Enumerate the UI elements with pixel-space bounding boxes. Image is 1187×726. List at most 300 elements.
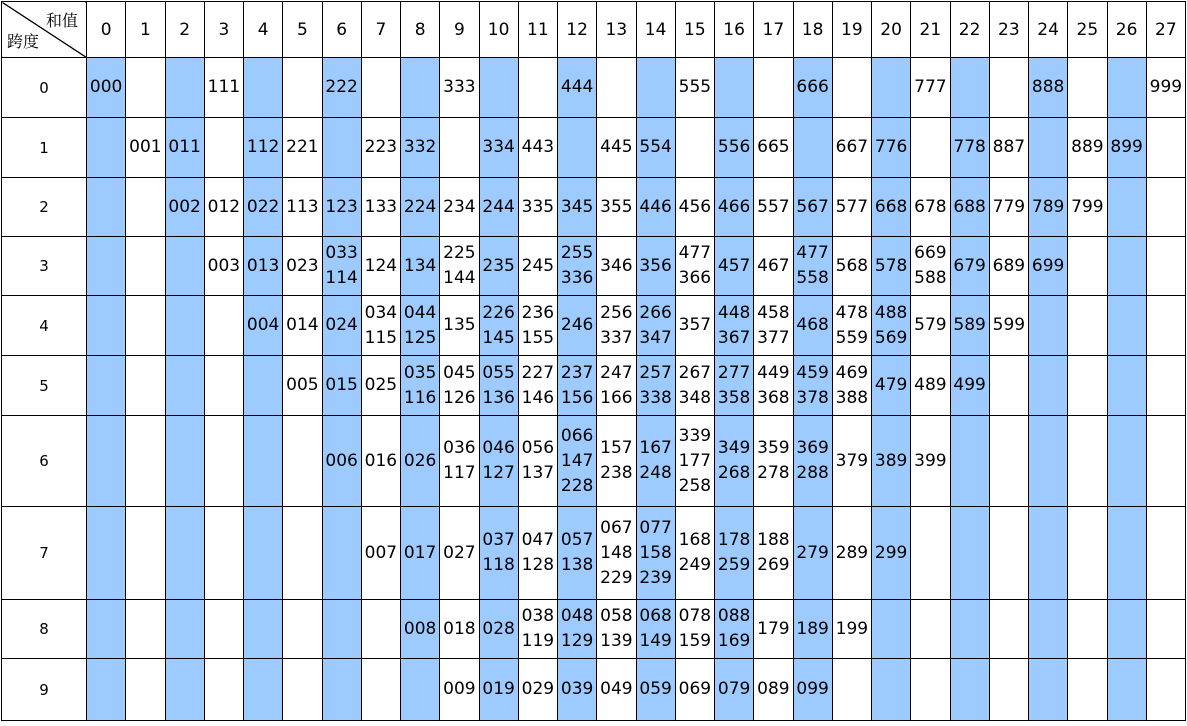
table-cell [1029, 178, 1068, 237]
table-cell [1107, 178, 1146, 237]
table-cell [361, 507, 400, 600]
combination-value: 679 [953, 255, 986, 276]
table-cell [597, 118, 636, 178]
combination-value: 346 [600, 255, 633, 276]
table-cell [754, 237, 793, 296]
combination-value: 138 [560, 555, 594, 575]
combination-value: 166 [600, 387, 633, 408]
combination-value: 123 [325, 196, 358, 217]
combination-value: 199 [835, 618, 869, 639]
table-cell [675, 356, 714, 416]
table-cell [1146, 178, 1185, 237]
combination-value: 023 [286, 255, 319, 276]
combination-value: 255 [560, 243, 594, 263]
table-cell [204, 296, 243, 356]
table-cell [1029, 416, 1068, 507]
table-cell [479, 296, 518, 356]
table-cell [479, 659, 518, 721]
table-cell [1029, 507, 1068, 600]
combination-value: 126 [443, 387, 476, 408]
combination-value: 379 [835, 450, 869, 471]
table-cell [793, 659, 832, 721]
table-cell [518, 507, 557, 600]
table-cell [1107, 600, 1146, 659]
combination-value: 057 [560, 530, 594, 550]
combination-value: 222 [325, 77, 358, 97]
table-cell [87, 118, 126, 178]
combination-value: 013 [246, 255, 280, 276]
table-cell [872, 356, 911, 416]
table-cell [518, 356, 557, 416]
table-cell [401, 296, 440, 356]
combination-value: 029 [521, 679, 555, 699]
combination-value: 358 [717, 387, 751, 408]
table-cell [793, 296, 832, 356]
table-cell [793, 178, 832, 237]
table-cell [1107, 356, 1146, 416]
combination-value: 357 [678, 315, 712, 335]
combination-value: 034 [364, 302, 398, 323]
combination-value: 888 [1031, 77, 1065, 97]
table-cell [675, 178, 714, 237]
row-header: 8 [2, 600, 87, 659]
table-row [2, 507, 1186, 600]
combination-value: 554 [639, 137, 672, 157]
table-cell [793, 600, 832, 659]
combination-value: 226 [482, 302, 515, 323]
table-cell [165, 356, 204, 416]
combination-value: 239 [639, 567, 672, 588]
combination-value: 335 [521, 196, 555, 217]
table-cell [872, 118, 911, 178]
combination-value: 067 [600, 517, 633, 538]
table-cell [440, 416, 479, 507]
table-cell [401, 356, 440, 416]
table-cell [440, 600, 479, 659]
combination-value: 588 [914, 268, 947, 288]
table-cell [322, 356, 361, 416]
combination-value: 145 [482, 327, 515, 348]
combination-value: 567 [796, 196, 829, 217]
table-cell [518, 118, 557, 178]
combination-value: 789 [1031, 196, 1065, 217]
combination-value: 244 [482, 196, 515, 217]
table-cell [204, 600, 243, 659]
table-cell [1146, 507, 1185, 600]
combination-value: 129 [560, 631, 594, 651]
combination-value: 024 [325, 315, 358, 335]
table-row [2, 118, 1186, 178]
table-cell [989, 507, 1028, 600]
table-row [2, 356, 1186, 416]
table-cell [401, 416, 440, 507]
table-cell [126, 118, 165, 178]
column-header: 26 [1107, 2, 1146, 58]
table-cell [636, 296, 675, 356]
combination-value: 469 [835, 362, 869, 383]
table-cell [126, 178, 165, 237]
combination-value: 099 [796, 679, 829, 699]
table-cell [715, 237, 754, 296]
combination-value: 368 [757, 387, 790, 408]
table-row [2, 600, 1186, 659]
column-header: 20 [872, 2, 911, 58]
table-cell [597, 296, 636, 356]
table-cell [597, 178, 636, 237]
table-row [2, 296, 1186, 356]
table-cell [204, 237, 243, 296]
combination-value: 033 [325, 243, 358, 263]
table-cell [1146, 416, 1185, 507]
combination-value: 468 [796, 315, 829, 335]
combination-value: 267 [678, 362, 712, 383]
table-cell [283, 237, 322, 296]
combination-value: 018 [443, 618, 476, 639]
combination-value: 234 [443, 196, 476, 217]
combination-value: 466 [717, 196, 751, 217]
combination-value: 589 [953, 315, 986, 335]
table-cell [793, 356, 832, 416]
combination-value: 223 [364, 137, 398, 157]
table-cell [440, 58, 479, 118]
table-cell [989, 296, 1028, 356]
table-cell [675, 237, 714, 296]
table-cell [1107, 659, 1146, 721]
table-cell [597, 507, 636, 600]
table-cell [440, 659, 479, 721]
table-cell [558, 237, 597, 296]
column-header: 22 [950, 2, 989, 58]
table-cell [87, 296, 126, 356]
combination-value: 479 [874, 375, 908, 395]
table-cell [1068, 58, 1107, 118]
table-cell [832, 178, 871, 237]
combination-value: 015 [325, 375, 358, 395]
combination-value: 356 [639, 255, 672, 276]
combination-value: 569 [874, 327, 908, 348]
combination-value: 279 [796, 542, 829, 563]
table-cell [793, 237, 832, 296]
table-cell [872, 600, 911, 659]
table-cell [283, 356, 322, 416]
combination-value: 005 [286, 375, 319, 395]
table-cell [440, 237, 479, 296]
table-cell [244, 58, 283, 118]
table-cell [911, 58, 950, 118]
combination-value: 044 [403, 302, 437, 323]
combination-value: 345 [560, 196, 594, 217]
combination-value: 149 [639, 631, 672, 651]
combination-value: 348 [678, 387, 712, 408]
combination-value: 007 [364, 542, 398, 563]
table-cell [479, 237, 518, 296]
combination-value: 221 [286, 137, 319, 157]
table-cell [597, 416, 636, 507]
table-cell [558, 416, 597, 507]
table-cell [597, 659, 636, 721]
table-cell [636, 600, 675, 659]
combination-value: 299 [874, 542, 908, 563]
combination-value: 458 [757, 302, 790, 323]
column-header: 19 [832, 2, 871, 58]
table-cell [950, 58, 989, 118]
combination-value: 558 [796, 268, 829, 288]
combination-value: 499 [953, 375, 986, 395]
table-cell [204, 507, 243, 600]
table-cell [165, 58, 204, 118]
table-cell [1029, 58, 1068, 118]
table-cell [754, 659, 793, 721]
combination-value: 117 [443, 463, 476, 483]
table-cell [911, 118, 950, 178]
table-cell [715, 507, 754, 600]
combination-value: 332 [403, 137, 437, 157]
combination-value: 366 [678, 268, 712, 288]
table-cell [283, 600, 322, 659]
combination-value: 236 [521, 302, 555, 323]
table-cell [1107, 118, 1146, 178]
combination-value: 289 [835, 542, 869, 563]
table-cell [204, 58, 243, 118]
table-cell [1068, 416, 1107, 507]
table-cell [283, 178, 322, 237]
table-cell [479, 507, 518, 600]
table-cell [911, 178, 950, 237]
combination-value: 137 [521, 463, 555, 483]
table-cell [126, 58, 165, 118]
column-header: 5 [283, 2, 322, 58]
table-cell [283, 58, 322, 118]
row-header: 2 [2, 178, 87, 237]
table-cell [126, 356, 165, 416]
combination-value: 035 [403, 362, 437, 383]
table-cell [793, 118, 832, 178]
combination-value: 448 [717, 302, 751, 323]
table-cell [754, 118, 793, 178]
combination-value: 559 [835, 327, 869, 348]
table-cell [401, 178, 440, 237]
combination-value: 155 [521, 327, 555, 348]
combination-value: 066 [560, 425, 594, 446]
table-cell [636, 237, 675, 296]
table-row [2, 659, 1186, 721]
combination-value: 229 [600, 567, 633, 588]
table-cell [636, 356, 675, 416]
table-cell [911, 296, 950, 356]
sum-span-table [1, 1, 1186, 721]
table-cell [754, 58, 793, 118]
combination-value: 555 [678, 77, 712, 97]
combination-value: 037 [482, 530, 515, 550]
table-cell [479, 600, 518, 659]
table-cell [87, 507, 126, 600]
combination-value: 347 [639, 327, 672, 348]
table-cell [793, 58, 832, 118]
combination-value: 056 [521, 438, 555, 458]
table-cell [361, 600, 400, 659]
table-cell [754, 416, 793, 507]
combination-value: 334 [482, 137, 515, 157]
combination-value: 449 [757, 362, 790, 383]
table-cell [832, 58, 871, 118]
table-cell [1068, 356, 1107, 416]
table-cell [204, 178, 243, 237]
table-cell [832, 659, 871, 721]
combination-value: 178 [717, 530, 751, 550]
combination-value: 022 [246, 196, 280, 217]
table-cell [1029, 296, 1068, 356]
combination-value: 046 [482, 438, 515, 458]
table-cell [1068, 118, 1107, 178]
column-header: 10 [479, 2, 518, 58]
table-cell [126, 237, 165, 296]
table-cell [558, 296, 597, 356]
table-cell [322, 237, 361, 296]
table-cell [675, 659, 714, 721]
table-cell [793, 416, 832, 507]
column-header: 2 [165, 2, 204, 58]
table-cell [715, 659, 754, 721]
table-cell [1029, 356, 1068, 416]
combination-value: 006 [325, 450, 358, 471]
row-header: 1 [2, 118, 87, 178]
table-cell [440, 507, 479, 600]
table-cell [950, 600, 989, 659]
combination-value: 378 [796, 387, 829, 408]
combination-value: 039 [560, 679, 594, 699]
column-header: 13 [597, 2, 636, 58]
combination-value: 887 [992, 137, 1026, 157]
table-cell [754, 600, 793, 659]
table-cell [754, 296, 793, 356]
combination-value: 000 [89, 77, 123, 97]
combination-value: 238 [600, 463, 633, 483]
table-cell [989, 600, 1028, 659]
table-cell [1068, 237, 1107, 296]
table-cell [204, 659, 243, 721]
table-cell [87, 58, 126, 118]
combination-value: 669 [914, 243, 947, 263]
combination-value: 136 [482, 387, 515, 408]
combination-value: 339 [678, 425, 712, 446]
table-cell [361, 178, 400, 237]
combination-value: 237 [560, 362, 594, 383]
table-cell [832, 356, 871, 416]
combination-value: 088 [717, 606, 751, 626]
table-cell [283, 659, 322, 721]
combination-value: 269 [757, 555, 790, 575]
combination-value: 258 [678, 475, 712, 496]
column-header: 12 [558, 2, 597, 58]
combination-value: 077 [639, 517, 672, 538]
combination-value: 028 [482, 618, 515, 639]
table-cell [244, 118, 283, 178]
row-header: 9 [2, 659, 87, 721]
combination-value: 159 [678, 631, 712, 651]
combination-value: 177 [678, 450, 712, 471]
table-cell [1146, 118, 1185, 178]
combination-value: 688 [953, 196, 986, 217]
combination-value: 889 [1071, 137, 1104, 157]
table-cell [1068, 600, 1107, 659]
combination-value: 014 [286, 315, 319, 335]
table-cell [401, 659, 440, 721]
table-cell [715, 356, 754, 416]
combination-value: 078 [678, 606, 712, 626]
table-cell [675, 600, 714, 659]
table-cell [989, 178, 1028, 237]
table-cell [244, 296, 283, 356]
combination-value: 478 [835, 302, 869, 323]
table-cell [558, 58, 597, 118]
table-cell [87, 416, 126, 507]
table-cell [440, 356, 479, 416]
combination-value: 336 [560, 268, 594, 288]
combination-value: 116 [403, 387, 437, 408]
table-cell [87, 237, 126, 296]
row-header: 7 [2, 507, 87, 600]
table-cell [479, 58, 518, 118]
column-header: 21 [911, 2, 950, 58]
table-cell [754, 178, 793, 237]
table-cell [558, 118, 597, 178]
column-header: 9 [440, 2, 479, 58]
combination-value: 249 [678, 555, 712, 575]
table-cell [911, 507, 950, 600]
combination-value: 124 [364, 255, 398, 276]
column-header: 7 [361, 2, 400, 58]
table-cell [361, 416, 400, 507]
combination-value: 011 [168, 137, 201, 157]
table-cell [715, 58, 754, 118]
combination-value: 999 [1149, 77, 1183, 97]
table-cell [401, 58, 440, 118]
table-cell [1146, 659, 1185, 721]
combination-value: 338 [639, 387, 672, 408]
column-header: 4 [244, 2, 283, 58]
combination-value: 135 [443, 315, 476, 335]
table-cell [361, 237, 400, 296]
table-cell [1107, 507, 1146, 600]
combination-value: 049 [600, 679, 633, 699]
combination-value: 899 [1110, 137, 1143, 157]
combination-value: 133 [364, 196, 398, 217]
table-cell [636, 507, 675, 600]
column-header: 0 [87, 2, 126, 58]
column-header: 24 [1029, 2, 1068, 58]
column-header: 14 [636, 2, 675, 58]
combination-value: 578 [874, 255, 908, 276]
table-cell [440, 178, 479, 237]
table-cell [675, 296, 714, 356]
combination-value: 666 [796, 77, 829, 97]
combination-value: 247 [600, 362, 633, 383]
combination-value: 008 [403, 618, 437, 639]
combination-value: 111 [207, 77, 241, 97]
table-cell [989, 237, 1028, 296]
combination-value: 055 [482, 362, 515, 383]
combination-value: 777 [914, 77, 947, 97]
combination-value: 678 [914, 196, 947, 217]
table-cell [126, 296, 165, 356]
combination-value: 778 [953, 137, 986, 157]
combination-value: 556 [717, 137, 751, 157]
table-cell [715, 118, 754, 178]
table-cell [87, 178, 126, 237]
table-cell [832, 416, 871, 507]
combination-value: 048 [560, 606, 594, 626]
table-cell [322, 58, 361, 118]
